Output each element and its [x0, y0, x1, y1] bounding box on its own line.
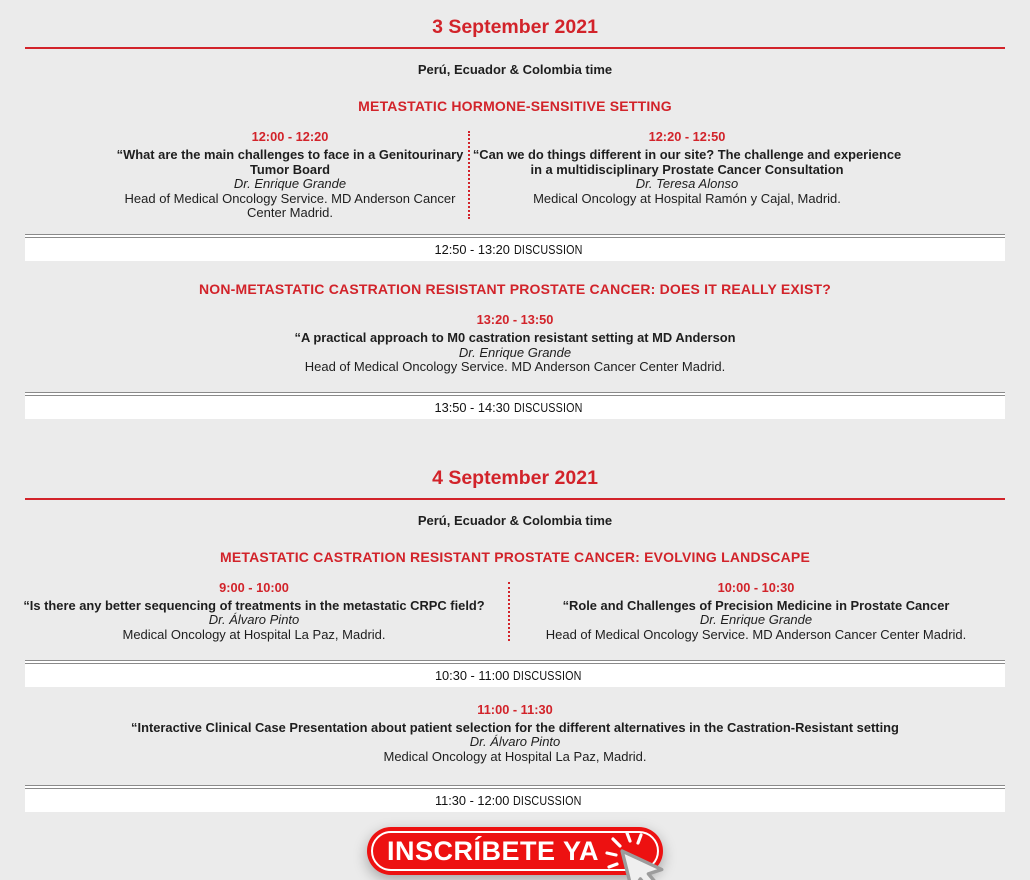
session-speaker: Dr. Álvaro Pinto	[469, 734, 561, 750]
session-title: “Can we do things different in our site? The challenge and experience in a multidisciplinary Prostate Cancer Consultation	[472, 147, 902, 177]
session-speaker: Dr. Enrique Grande	[458, 344, 572, 360]
session-card	[0, 580, 508, 643]
day-2-timezone-note: Perú, Ecuador & Colombia time	[417, 512, 613, 528]
discussion-bar	[25, 234, 1005, 261]
session-card	[0, 312, 1030, 375]
session-time: 11:00 - 11:30	[477, 701, 553, 717]
register-button-label: INSCRÍBETE YA	[386, 835, 600, 866]
discussion-time: 12:50 - 13:20	[434, 241, 510, 257]
session-speaker: Dr. Enrique Grande	[233, 176, 347, 192]
session-speaker: Dr. Teresa Alonso	[635, 176, 739, 192]
day-2-topic-1-heading: METASTATIC CASTRATION RESISTANT PROSTATE CANCER: EVOLVING LANDSCAPE	[220, 548, 810, 565]
session-title: “Is there any better sequencing of treatments in the metastatic CRPC field?	[23, 597, 485, 613]
discussion-bar	[25, 785, 1005, 812]
session-time: 13:20 - 13:50	[476, 311, 554, 327]
discussion-label: DISCUSSION	[513, 399, 583, 415]
day-2-session-columns	[0, 580, 1030, 643]
discussion-time: 10:30 - 11:00	[434, 667, 510, 683]
day-2-date-underline	[25, 498, 1005, 500]
discussion-label: DISCUSSION	[513, 793, 582, 809]
session-time: 10:00 - 10:30	[717, 579, 795, 595]
session-card	[510, 580, 1002, 643]
discussion-time: 13:50 - 14:30	[434, 399, 510, 415]
day-1-timezone-note: Perú, Ecuador & Colombia time	[417, 62, 613, 77]
day-1-topic-2-heading: NON-METASTATIC CASTRATION RESISTANT PROSTATE CANCER: DOES IT REALLY EXIST?	[198, 280, 832, 297]
session-affiliation: Head of Medical Oncology Service. MD Anderson Cancer Center Madrid.	[124, 190, 456, 221]
register-button[interactable]	[367, 827, 663, 875]
discussion-bar	[25, 660, 1005, 687]
day-1-topic-1-heading: METASTATIC HORMONE-SENSITIVE SETTING	[358, 98, 672, 114]
session-time: 12:20 - 12:50	[648, 129, 726, 144]
discussion-label: DISCUSSION	[513, 241, 583, 257]
session-title: “What are the main challenges to face in a Genitourinary Tumor Board	[116, 147, 464, 177]
session-affiliation: Head of Medical Oncology Service. MD Anderson Cancer Center Madrid.	[545, 626, 967, 642]
session-affiliation: Head of Medical Oncology Service. MD Anderson Cancer Center Madrid.	[304, 359, 726, 375]
discussion-label: DISCUSSION	[513, 667, 582, 683]
session-affiliation: Medical Oncology at Hospital La Paz, Madrid.	[122, 626, 386, 642]
session-card	[470, 129, 904, 221]
day-1-date-heading: 3 September 2021	[432, 16, 598, 38]
session-time: 12:00 - 12:20	[251, 129, 329, 144]
register-button-area	[367, 827, 663, 875]
session-speaker: Dr. Enrique Grande	[699, 612, 813, 628]
day-1-date-underline	[25, 47, 1005, 49]
day-2-section	[0, 419, 1030, 813]
session-speaker: Dr. Álvaro Pinto	[208, 612, 300, 628]
discussion-time: 11:30 - 12:00	[434, 793, 510, 809]
session-time: 9:00 - 10:00	[219, 579, 289, 595]
discussion-bar	[25, 392, 1005, 419]
session-card	[0, 702, 1030, 765]
session-affiliation: Medical Oncology at Hospital La Paz, Madrid.	[383, 748, 647, 764]
session-title: “A practical approach to M0 castration resistant setting at MD Anderson	[294, 329, 736, 345]
session-title: “Interactive Clinical Case Presentation about patient selection for the different alternatives in the Castration-Resistant setting	[131, 719, 899, 735]
day-2-date-heading: 4 September 2021	[432, 466, 598, 489]
session-title: “Role and Challenges of Precision Medicine in Prostate Cancer	[562, 597, 950, 613]
session-card	[112, 129, 468, 221]
day-1-session-columns	[0, 129, 1030, 221]
day-1-section	[0, 0, 1030, 419]
session-affiliation: Medical Oncology at Hospital Ramón y Cajal, Madrid.	[533, 190, 841, 206]
